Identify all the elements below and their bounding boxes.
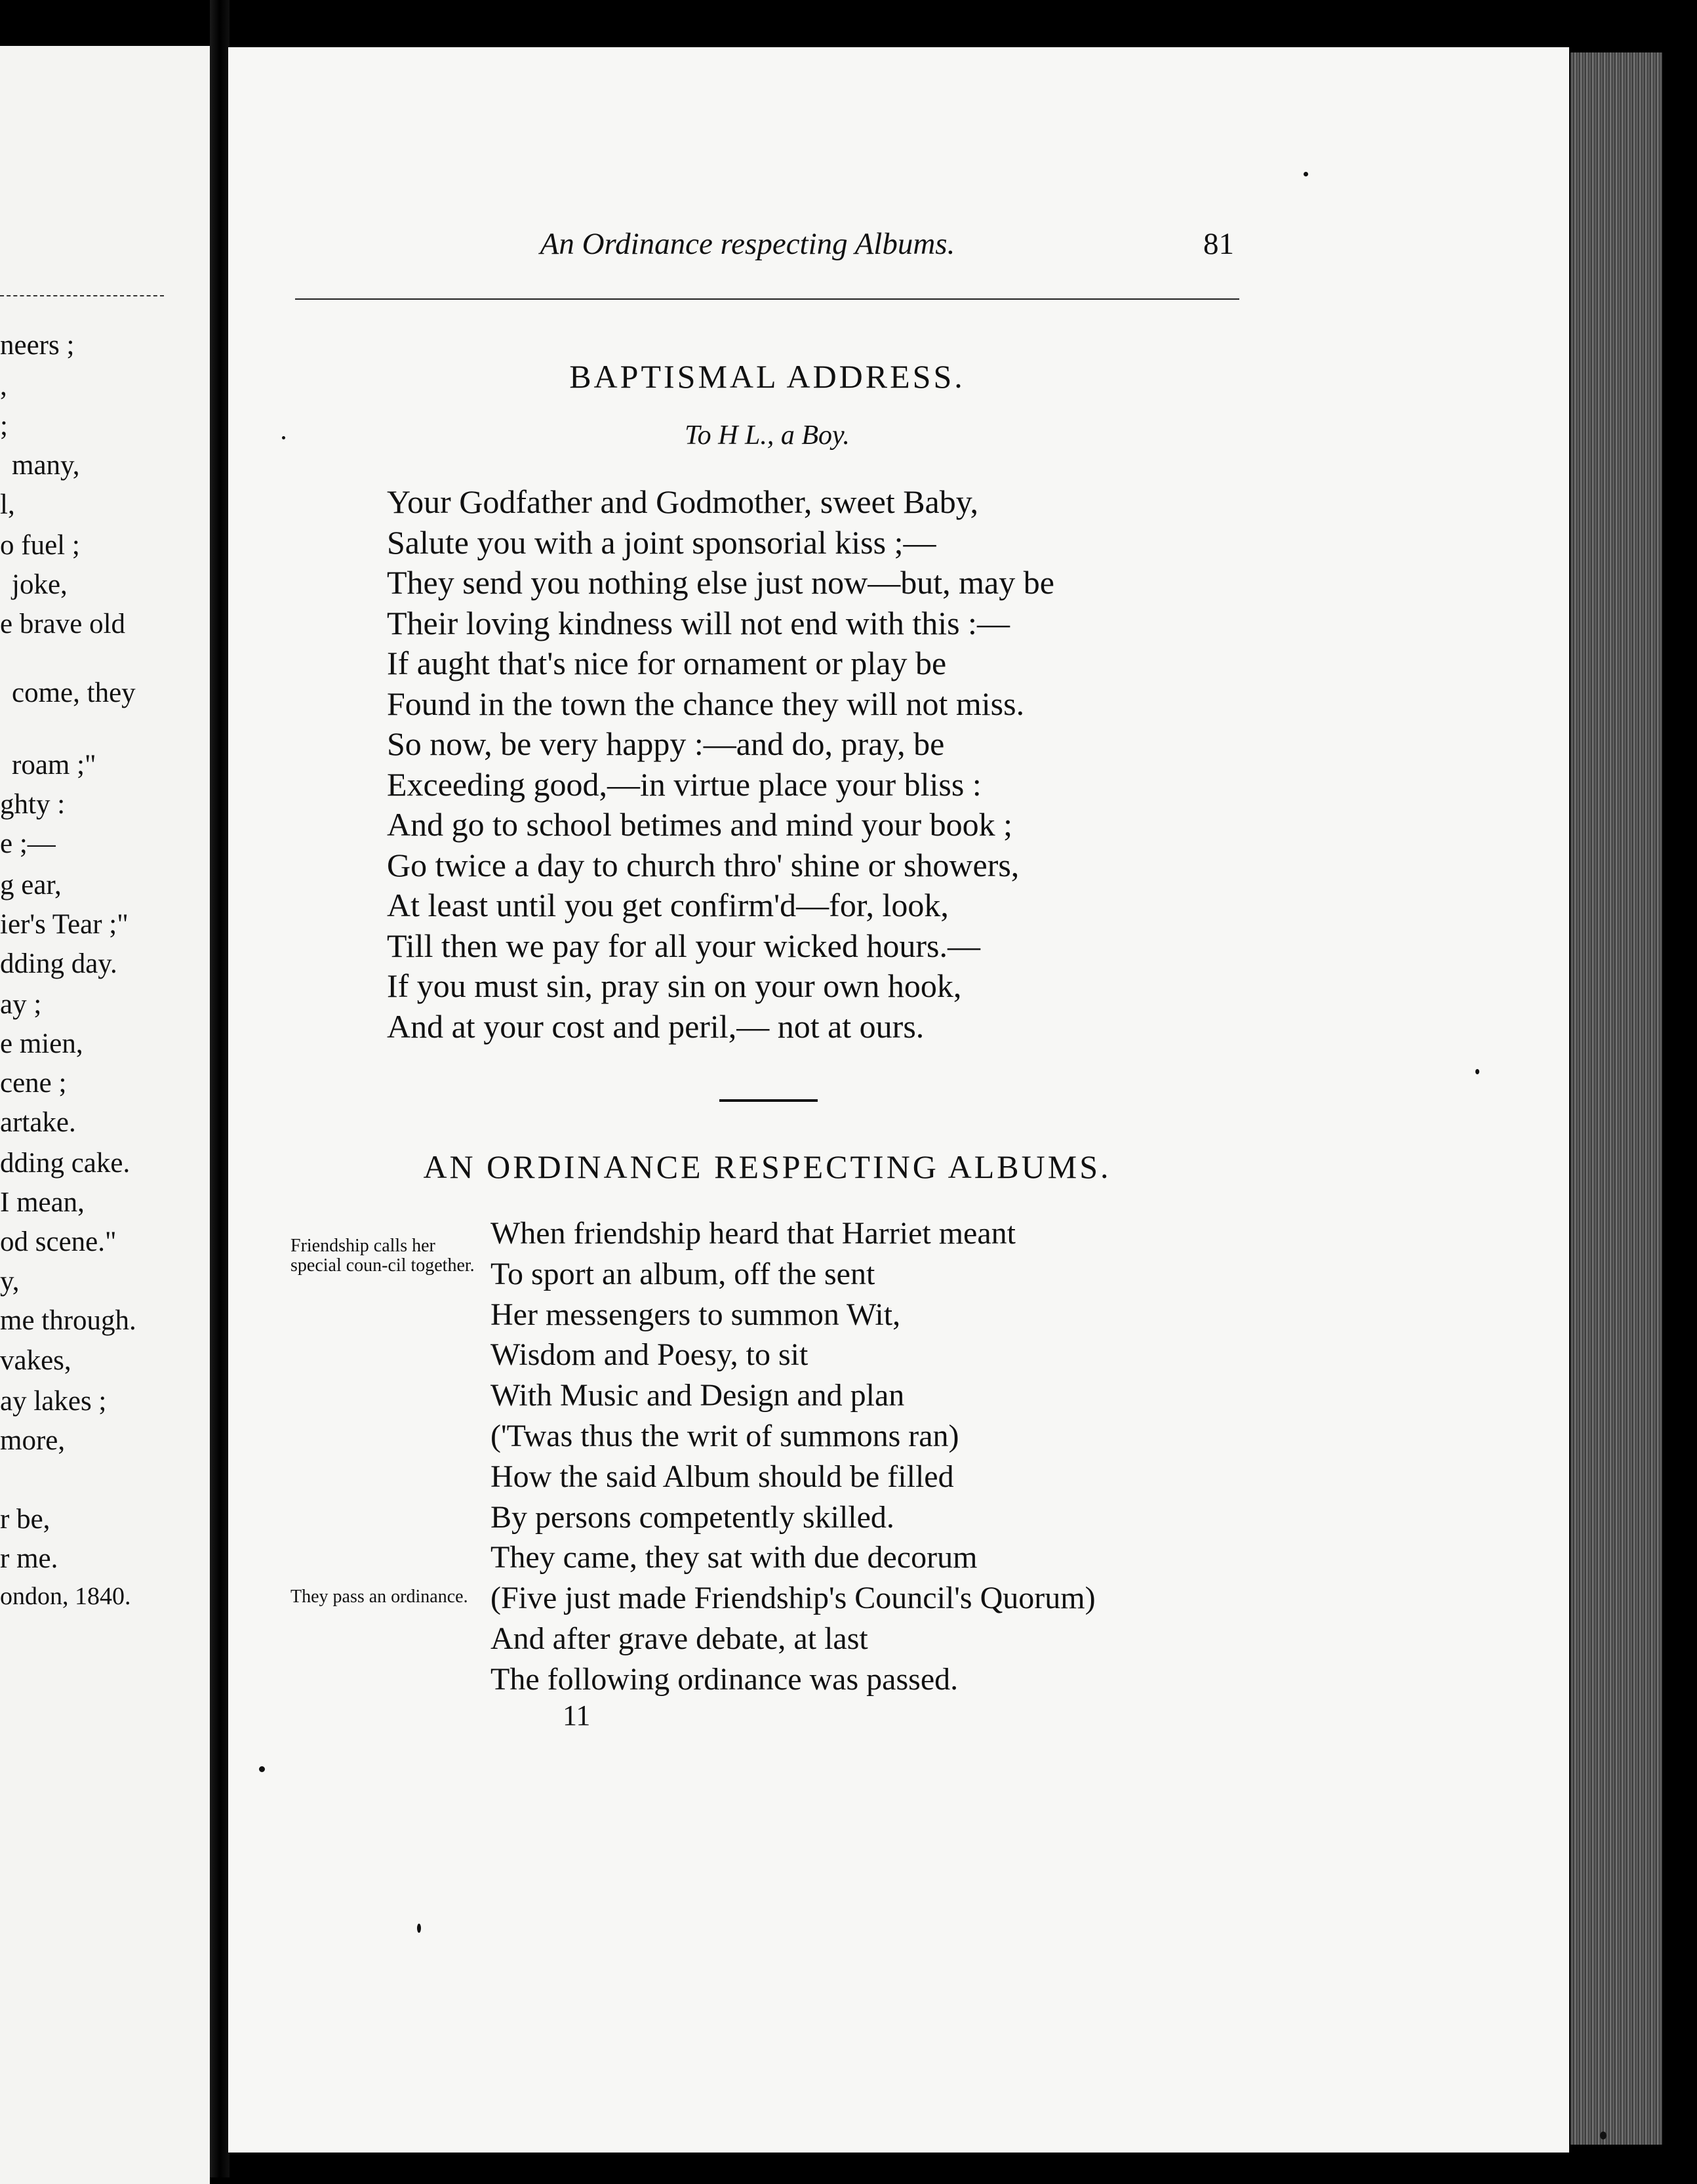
facing-line: cene ; — [0, 1068, 67, 1099]
facing-line: joke, — [12, 569, 68, 600]
facing-line: dding day. — [0, 948, 117, 979]
poem-line: Go twice a day to church thro' shine or showers, — [387, 846, 1020, 883]
scan-speck — [259, 1766, 265, 1772]
page-edges — [1570, 52, 1662, 2145]
header-rule — [295, 298, 1239, 300]
poem-line: ('Twas thus the writ of summons ran) — [490, 1418, 959, 1453]
scan-speck — [1600, 2132, 1607, 2139]
poem-line: Found in the town the chance they will not miss. — [387, 685, 1025, 722]
poem-line: Till then we pay for all your wicked hours.— — [387, 927, 980, 964]
facing-line: ondon, 1840. — [0, 1583, 131, 1610]
ordinance-poem — [490, 1213, 1245, 1700]
facing-line: come, they — [12, 677, 136, 708]
facing-line: ier's Tear ;" — [0, 909, 129, 940]
poem-line: Their loving kindness will not end with this :— — [387, 604, 1010, 641]
poem-line: Your Godfather and Godmother, sweet Baby, — [387, 483, 979, 520]
baptismal-poem — [387, 482, 1239, 1047]
scan-border — [1662, 39, 1697, 2177]
poem-line: By persons competently skilled. — [490, 1499, 894, 1535]
poem-line: If you must sin, pray sin on your own hook, — [387, 967, 962, 1004]
facing-line: ay lakes ; — [0, 1386, 107, 1417]
scan-speck — [1304, 172, 1308, 176]
poem-line: At least until you get confirm'd—for, look, — [387, 887, 949, 923]
poem-line: If aught that's nice for ornament or play be — [387, 645, 947, 681]
facing-line: o fuel ; — [0, 530, 80, 561]
scan-speck — [417, 1924, 421, 1933]
poem-line: Salute you with a joint sponsorial kiss ;— — [387, 523, 936, 561]
facing-line: l, — [0, 489, 15, 520]
facing-line: me through. — [0, 1305, 136, 1336]
facing-page-rule — [0, 295, 164, 298]
poem-line: How the said Album should be filled — [490, 1459, 954, 1494]
poem-line: They send you nothing else just now—but, may be — [387, 564, 1054, 601]
section-divider — [719, 1099, 818, 1102]
facing-line: ; — [0, 411, 8, 441]
poem-line: (Five just made Friendship's Council's Quorum) — [490, 1581, 1096, 1616]
facing-line: od scene." — [0, 1226, 117, 1257]
poem-line: The following ordinance was passed. — [490, 1661, 959, 1697]
facing-line: roam ;" — [12, 750, 96, 780]
facing-line: ay ; — [0, 989, 42, 1020]
facing-line: e brave old — [0, 609, 126, 639]
poem-line: So now, be very happy :—and do, pray, be — [387, 725, 945, 762]
poem-line: They came, they sat with due decorum — [490, 1540, 978, 1575]
facing-line: r me. — [0, 1543, 58, 1574]
facing-line: , — [0, 371, 7, 401]
facing-line: I mean, — [0, 1187, 85, 1218]
section-title-baptismal: BAPTISMAL ADDRESS. — [569, 358, 965, 395]
facing-line: more, — [0, 1425, 66, 1456]
poem-line: Exceeding good,—in virtue place your bliss : — [387, 765, 982, 803]
facing-line: dding cake. — [0, 1148, 130, 1179]
facing-line: e mien, — [0, 1028, 83, 1059]
poem-line: And after grave debate, at last — [490, 1621, 868, 1656]
poem-line: Wisdom and Poesy, to sit — [490, 1337, 809, 1373]
running-head: An Ordinance respecting Albums. — [540, 227, 955, 261]
section-title-ordinance: AN ORDINANCE RESPECTING ALBUMS. — [423, 1148, 1111, 1185]
section-subtitle: To H L., a Boy. — [685, 420, 850, 451]
poem-line: Her messengers to summon Wit, — [490, 1297, 901, 1332]
facing-line: g ear, — [0, 870, 62, 900]
poem-line: When friendship heard that Harriet meant — [490, 1216, 1016, 1251]
poem-line: And go to school betimes and mind your book ; — [387, 806, 1013, 843]
poem-line: With Music and Design and plan — [490, 1378, 905, 1413]
signature-mark: 11 — [563, 1699, 591, 1731]
facing-line: ghty : — [0, 789, 66, 820]
facing-line: neers ; — [0, 330, 75, 361]
facing-line: e ;— — [0, 828, 56, 859]
margin-note-ordinance: They pass an ordinance. — [290, 1587, 468, 1607]
poem-line: And at your cost and peril,— not at ours. — [387, 1007, 925, 1045]
page-number: 81 — [1203, 227, 1234, 261]
facing-line: artake. — [0, 1107, 76, 1138]
poem-line: To sport an album, off the sent — [490, 1256, 875, 1291]
facing-line: r be, — [0, 1504, 50, 1535]
scan-speck — [282, 436, 285, 439]
facing-line: vakes, — [0, 1345, 71, 1376]
margin-note-friendship: Friendship calls her special coun-cil together. — [290, 1236, 475, 1276]
facing-line: y, — [0, 1266, 20, 1297]
facing-line: many, — [12, 450, 80, 481]
scan-speck — [1475, 1069, 1479, 1074]
book-gutter — [210, 0, 230, 2177]
facing-page — [0, 46, 210, 2184]
